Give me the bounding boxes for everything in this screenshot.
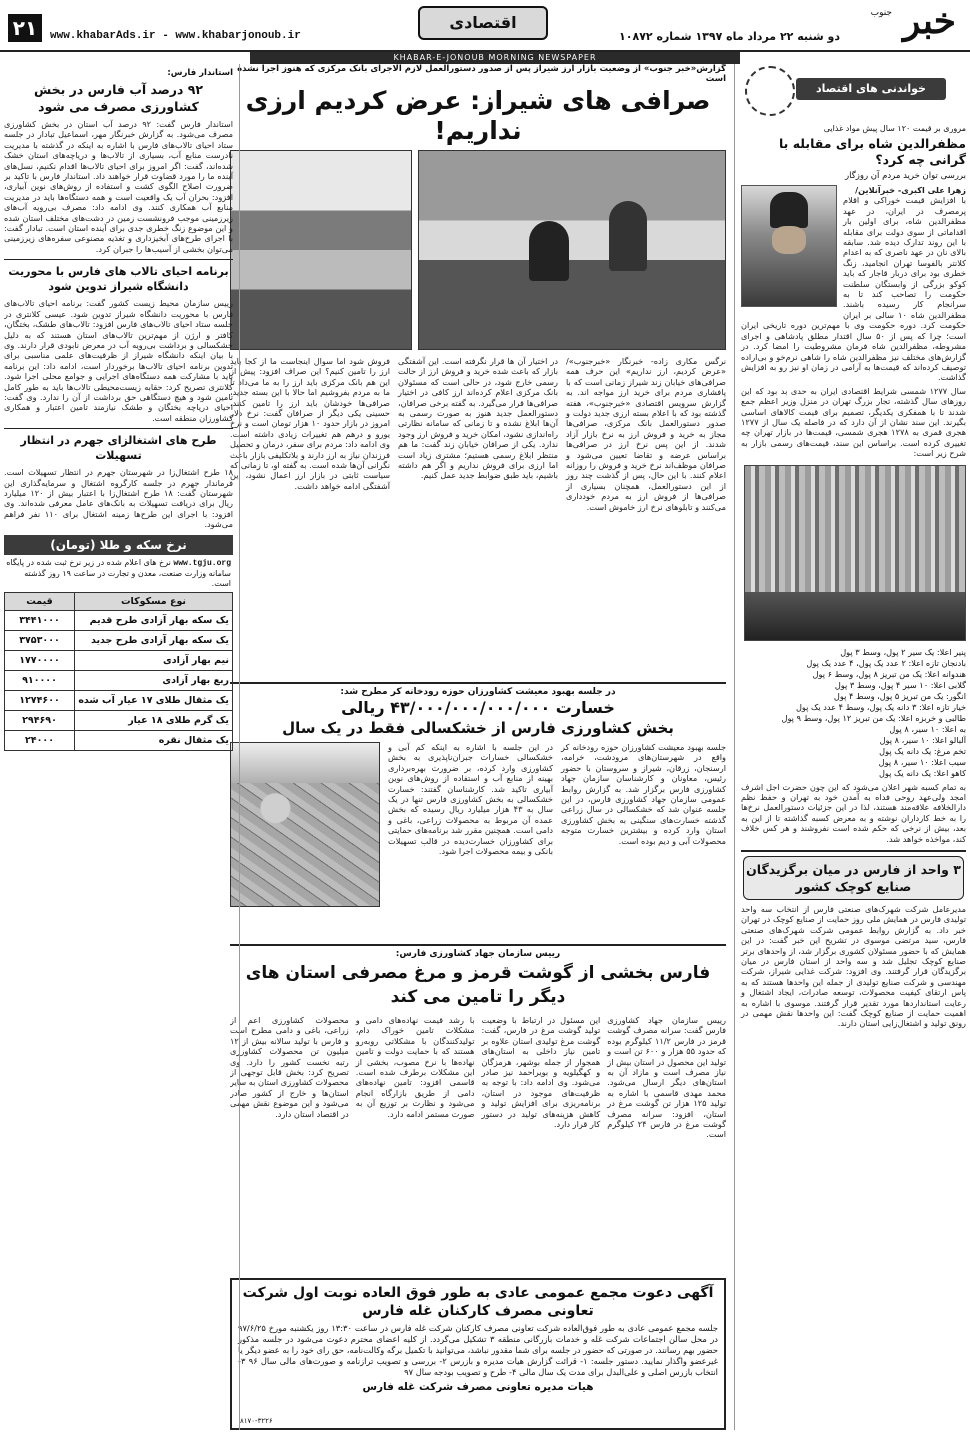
coin-name: یک سکه بهار آزادی طرح قدیم <box>75 610 233 630</box>
coin-note <box>4 555 233 592</box>
water-kicker: استاندار فارس: <box>167 68 233 78</box>
coin-name: ربع بهار آزادی <box>75 670 233 690</box>
sarrafi-kicker: گزارش«خبر جنوب» از وضعیت بازار ارز شیراز پس از صدور دستورالعمل لازم الاجرای بانک مرکزی که هنوز اجرا نشده است <box>237 64 726 84</box>
sarrafi-headline: صرافی های شیراز: عرض کردیم ارزی نداریم! <box>245 86 711 145</box>
coin-price: ۳۴۴۱۰۰۰ <box>5 610 75 630</box>
jahrom-headline: طرح های اشتغالزای جهرم در انتظار تسهیلات <box>20 434 217 463</box>
drought-col-2: در این جلسه با اشاره به اینکه کم آبی و خشکسالی خسارات جبران‌ناپذیری به بخش کشاورزی وارد کرده، بر ضرورت بهره‌برداری بهینه از منابع آب و استفاده از روش‌های نوین آبیاری تاکید شد. کارشناسان گفتند: خسارت خشکسالی به بخش کشاورزی فارس تنها در یک سال به ۴۳ هزار میلیارد ریال رسیده که بخش عمده آن مربوط به محصولات زراعی، باغی و دامی است. همچنین مقرر شد برنامه‌های حمایتی برای کشاورزان خسارت‌دیده در قالب تسهیلات بانکی و بیمه محصولات اجرا شود. <box>388 742 553 857</box>
sarrafi-col-2: در اختیار آن ها قرار نگرفته است. این آشفتگی بازار که باعث شده خرید و فروش ارز از حالت رسمی خارج شود، در حالی است که مسئولان بانک مرکزی اعلام کرده‌اند ارز کافی در اختیار صرافی‌ها قرار می‌گیرد. به گفته برخی صرافان، دستورالعمل جدید هنوز به صورت رسمی به آن‌ها ابلاغ نشده و تا زمانی که سامانه نظارتی راه‌اندازی نشود، امکان خرید و فروش ارز وجود ندارد. یکی از صرافان خیابان زند گفت: ما هم منتظر ابلاغ رسمی هستیم؛ مشتری زیاد است اما ارزی برای فروش نداریم و اگر هم داشته باشیم، باید طبق ضوابط جدید عمل کنیم. <box>398 356 558 481</box>
coin-name: نیم بهار آزادی <box>75 650 233 670</box>
price-item: انگور: یک من تبریز ۵ پول، وسط ۴ پول <box>833 690 966 701</box>
left-column <box>4 64 240 1430</box>
price-item: بادنجان تازه اعلا: ۲ عدد یک پول، ۴ عدد یک پول <box>806 657 966 668</box>
exchange-office-photo <box>418 150 726 350</box>
wetlands-body: رییس سازمان محیط زیست کشور گفت: برنامه احیای تالاب‌های فارس با محوریت دانشگاه شیراز تدوین شود. عیسی کلانتری در جلسه ستاد احیای تالاب‌های فارس افزود: تالاب‌های طشک، بختگان، کافتر و ارژن از مهم‌ترین تالاب‌های استان هستند که به دلیل خشکسالی و برداشت بی‌رویه آب در معرض نابودی قرار دارند. وی با بیان اینکه دانشگاه شیراز از ظرفیت‌های علمی مناسبی برای تدوین برنامه احیای تالاب‌ها برخوردار است، ادامه داد: این برنامه باید با مشارکت همه دستگاه‌های اجرایی و جوامع محلی اجرا شود. کلانتری تصریح کرد: حقابه زیست‌محیطی تالاب‌ها باید به طور کامل تامین شود و هیچ دستگاهی حق برداشت از آن را ندارد. وی گفت: احیای دریاچه بختگان و طشک نیازمند تامین اعتبار و همکاری کشاورزان منطقه است. <box>4 298 233 423</box>
price-item: به اعلا: ۱۰ سیر، ۸ پول <box>889 723 966 734</box>
table-row <box>5 630 233 650</box>
assembly-notice-ad <box>230 1278 726 1430</box>
coin-price: ۱۷۷۰۰۰۰ <box>5 650 75 670</box>
qajar-kicker: مروری بر قیمت ۱۲۰ سال پیش مواد غذایی <box>823 124 966 133</box>
coin-name: یک سکه بهار آزادی طرح جدید <box>75 630 233 650</box>
meat-col-2: این مسئول در ارتباط با وضعیت تولید گوشت مرغ در فارس، گفت: گوشت مرغ تولیدی استان علاوه بر تامین نیاز داخلی به استان‌های همجوار از جمله بوشهر، هرمزگان و کهگیلویه و بویراحمد نیز صادر می‌شود. وی ادامه داد: با توجه به ظرفیت‌های موجود در استان، برنامه‌ریزی برای افزایش تولید و کاهش هزینه‌های تولید در دستور کار قرار دارد. <box>481 1015 601 1130</box>
section-title: اقتصادی <box>418 6 548 40</box>
meat-headline: فارس بخشی از گوشت قرمز و مرغ مصرفی استان های دیگر را تامین می کند <box>245 963 711 1007</box>
price-item: سیب اعلا: ۱۰ سیر، ۸ پول <box>878 756 966 767</box>
divider <box>4 259 233 260</box>
price-item: پنیر اعلا: یک سیر ۲ پول، وسط ۳ پول <box>840 646 966 657</box>
page-number: ۲۱ <box>8 14 42 42</box>
table-row <box>5 730 233 750</box>
qajar-byline: زهرا علی اکبری- خبرآنلاین/ <box>855 185 966 195</box>
price-item: تخم مرغ: یک دانه یک پول <box>879 745 966 756</box>
crafts-title: ۳ واحد از فارس در میان برگزیدگان صنایع کوچک کشور <box>743 856 964 900</box>
readers-header <box>741 64 966 122</box>
drought-headline-1: خسارت ۴۳/۰۰۰/۰۰۰/۰۰۰/۰۰۰ ریالی <box>341 698 615 717</box>
sarrafi-col-3: فروش شود اما سوال اینجاست ما از کجا باید ارز را تامین کنیم؟ این صراف افزود: پیش از این هم بانک مرکزی باید ارز را به ما می‌داد تا ما به مردم بفروشیم اما حالا با این بسته جدید، صرافی‌ها خودشان باید ارز را تامین کنند. حسینی یکی دیگر از صرافان گفت: نرخ دلار امروز در بازار حدود ۱۰ هزار تومان است و نرخ یورو و درهم هم تغییرات زیادی داشته است. وی ادامه داد: مردم برای سفر، درمان و تحصیل فرزندان نیاز به ارز دارند و بلاتکلیفی بازار باعث نگرانی آن‌ها شده است. به گفته او، تا زمانی که سیاست ثابتی در بازار ارز اعمال نشود، این آشفتگی ادامه خواهد داشت. <box>230 356 390 491</box>
qajar-subtitle: بررسی توان خرید مردم آن روزگار <box>845 171 966 181</box>
price-item: هندوانه اعلا: یک من تبریز ۸ پول، وسط ۶ پول <box>812 668 966 679</box>
site-urls[interactable]: www.khabarAds.ir - www.khabarjonoub.ir <box>50 30 301 42</box>
bazaar-photo <box>744 465 966 641</box>
ad-title: آگهی دعوت مجمع عمومی عادی به طور فوق العاده نوبت اول شرکت تعاونی مصرف کارکنان غله فارس <box>242 1285 714 1319</box>
cracked-earth-photo <box>230 742 380 907</box>
ad-code: ۸۱۷۰-۳۲۲۶ <box>240 1417 273 1425</box>
strapline: KHABAR-E-JONOUB MORNING NEWSPAPER <box>250 52 740 64</box>
wetlands-headline: برنامه احیای تالاب های فارس با محوریت دانشگاه شیراز تدوین شود <box>8 265 229 294</box>
table-header-row <box>5 592 233 610</box>
coin-name: یک مثقال نقره <box>75 730 233 750</box>
table-row <box>5 650 233 670</box>
qajar-body-3: به تمام کسبه شهر اعلان می‌شود که این چون حضرت اجل اشرف امجد ولی‌عهد روحی فداه به آمدن خود به تهران و حفظ نظم دارالخلافه علاقه‌مند هستند، لذا در این جزئیات دستورالعمل نرخ‌ها را به خط کارداران نوشته و به معرض کسبه گذاشته تا از این به بعد، بیش از نرخی که حکم شده است نفروشند و هر کس خلاف کند، مواخذه خواهد شد. <box>741 781 966 844</box>
sarrafi-article <box>230 64 726 676</box>
jahrom-body: ۱۸ طرح اشتغال‌زا در شهرستان جهرم در انتظار تسهیلات است. فرماندار جهرم در جلسه کارگروه اشتغال و سرمایه‌گذاری این شهرستان گفت: ۱۸ طرح اشتغال‌زا با اعتبار بیش از ۱۲۰ میلیارد ریال برای دریافت تسهیلات به بانک‌های عامل معرفی شده‌اند. وی افزود: با اجرای این طرح‌ها زمینه اشتغال برای ۱۱۰ نفر فراهم می‌شود. <box>4 467 234 530</box>
water-body: استاندار فارس گفت: ۹۲ درصد آب استان در بخش کشاورزی مصرف می‌شود. به گزارش خبرنگار مهر، اسماعیل تبادار در جلسه ستاد احیای تالاب‌های فارس با اشاره به اینکه در گذشته با مدیریت نادرست منابع آب، بسیاری از تالاب‌ها و دریاچه‌های استان خشک شده‌اند، گفت: اگر امروز برای احیای تالاب‌ها اقدام نکنیم، نسل‌های آینده ما را مورد قضاوت قرار خواهند داد. استاندار فارس با تاکید بر ضرورت اصلاح الگوی کشت و استفاده از روش‌های نوین آبیاری، افزود: بحران آب یک واقعیت است و همه دستگاه‌ها باید در مدیریت منابع آب همکاری کنند. وی ادامه داد: مصرف بی‌رویه آب‌های زیرزمینی موجب فرونشست زمین در دشت‌های مختلف استان شده و این موضوع زنگ خطری جدی برای آینده استان است. تبادار گفت: با اجرای طرح‌های آبخیزداری و تغذیه مصنوعی سفره‌های زیرزمینی می‌توان بخشی از آسیب‌ها را جبران کرد. <box>4 119 233 254</box>
meat-kicker: رییس سازمان جهاد کشاورزی فارس: <box>395 949 561 959</box>
coin-header-name: نوع مسکوکات <box>75 592 233 610</box>
table-row <box>5 670 233 690</box>
logo-sub: جنوب <box>870 8 892 18</box>
meat-col-4: محصولات کشاورزی اعم از زراعی، باغی و دامی مطرح است و فارس با تولید سالانه بیش از ۱۲ میلیون تن محصولات کشاورزی رتبه نخست کشور را دارد. وی تصریح کرد: بخش قابل توجهی از محصولات کشاورزی استان به سایر استان‌ها و خارج از کشور صادر می‌شود و این موضوع نقش مهمی در اقتصاد استان دارد. <box>230 1015 349 1119</box>
coin-price-table <box>4 592 233 751</box>
price-list <box>741 647 966 779</box>
water-headline: ۹۲ درصد آب فارس در بخش کشاورزی مصرف می شود <box>33 82 204 114</box>
readers-badge: خواندنی های اقتصاد <box>796 78 946 100</box>
coin-name: یک گرم طلای ۱۸ عیار <box>75 710 233 730</box>
right-column <box>734 64 966 1430</box>
drought-body <box>230 742 726 907</box>
ad-body: جلسه مجمع عمومی عادی به طور فوق‌العاده شرکت تعاونی مصرف کارکنان شرکت غله فارس در ساعت ۱۳:۳۰ روز یکشنبه مورخ ۹۷/۶/۲۵ در محل سالن اجتماعات شرکت غله و خدمات بازرگانی منطقه ۳ تشکیل می‌گردد. از کلیه اعضای محترم دعوت می‌شود در جلسه مذکور حضور بهم رسانند. در صورتی که حضور در جلسه برای شما مقدور نباشد، می‌توانید با تکمیل برگه وکالت‌نامه، حق رای خود را به عضو دیگر یا غیرعضو واگذار نمایید. دستور جلسه: ۱- قرائت گزارش هیات مدیره و بازرس ۲- بررسی و تصویب ترازنامه و صورت‌های مالی سال ۹۶ ۳- انتخاب بازرس اصلی و علی‌البدل برای مدت یک سال مالی ۴- طرح و تصویب بودجه سال ۹۷ <box>238 1323 719 1377</box>
coin-price: ۲۴۰۰۰ <box>5 730 75 750</box>
divider <box>4 428 233 429</box>
price-item: خیار تازه اعلا: ۳ دانه یک پول، وسط ۴ عدد یک پول <box>795 701 966 712</box>
price-item: کاهو اعلا: یک دانه یک پول <box>878 767 966 778</box>
meat-col-3: با رشد قیمت نهاده‌های دامی و مشکلات تامین خوراک دام، تولیدکنندگان با مشکلاتی روبه‌رو هستند که با حمایت دولت و تامین نهاده‌ها با نرخ مصوب، بخشی از این مشکلات برطرف شده است. قاسمی افزود: تامین نهاده‌های دامی از طریق بازارگاه انجام می‌شود و نظارت بر توزیع آن به صورت مستمر ادامه دارد. <box>355 1015 475 1119</box>
coin-price: ۳۷۵۳۰۰۰ <box>5 630 75 650</box>
coin-price: ۲۹۴۶۹۰ <box>5 710 75 730</box>
meat-columns <box>230 1015 726 1140</box>
coin-price: ۱۲۷۴۶۰۰ <box>5 690 75 710</box>
sarrafi-photos <box>230 150 726 350</box>
price-item: گلابی اعلا: ۱۰ سیر ۴ پول، وسط ۳ پول <box>834 679 966 690</box>
table-row <box>5 610 233 630</box>
coin-table-title: نرخ سکه و طلا (تومان) <box>4 535 233 555</box>
qajar-body-2: سال ۱۲۷۷ شمسی شرایط اقتصادی ایران به حدی بد بود که این روزهای سال گذشته، تجار بزرگ تهران در منزل وزیر اعظم جمع شدند تا با همفکری یکدیگر، تصمیم برای قیمت کالاهای اساسی بگیرند. این سند نشان از آن دارد که در فاصله یک سال از ۱۲۷۷ هجری قمری به ۱۲۷۸ هجری شمسی، قیمت‌ها در بازار تهران چه تغییری کرده است. براساس این سند، قیمت‌های رسمی بازار به شرح زیر است: <box>741 385 966 459</box>
coin-header-price: قیمت <box>5 592 75 610</box>
coin-price: ۹۱۰۰۰۰ <box>5 670 75 690</box>
logo-main: خبر <box>903 0 956 42</box>
coin-note-text: نرخ های اعلام شده در زیر نرخ ثبت شده در پایگاه سامانه وزارت صنعت، معدن و تجارت در ساعت ۱۹ روز گذشته است. <box>6 557 231 588</box>
table-row <box>5 710 233 730</box>
price-item: طالبی و خربزه اعلا: یک من تبریز ۱۲ پول، وسط ۹ پول <box>781 712 966 723</box>
dateline: دو شنبه ۲۲ مرداد ماه ۱۳۹۷ شماره ۱۰۸۷۲ <box>619 30 840 43</box>
drought-kicker: در جلسه بهبود معیشت کشاورزان حوزه رودخانه کر مطرح شد: <box>340 687 616 697</box>
meat-article <box>230 944 726 1274</box>
street-photo <box>230 150 412 350</box>
drought-headline-2: بخش کشاورزی فارس از خشکسالی فقط در یک سال <box>282 719 674 737</box>
qajar-title: مظفرالدین شاه برای مقابله با گرانی چه کرد؟ <box>778 136 966 167</box>
table-row <box>5 690 233 710</box>
coin-source-url[interactable]: www.tgju.org <box>173 558 231 568</box>
sarrafi-col-1: نرگس مکاری زاده- خبرنگار «خبرجنوب»/ «عرض کردیم، ارز نداریم» این حرف همه صرافی‌های خیابان زند شیراز زمانی است که با پافشاری مردم برای خرید ارز مواجه اند. به گزارش سرویس اقتصادی «خبرجنوب»، هفته گذشته بود که با اعلام بسته ارزی جدید دولت و صدور دستورالعمل بانک مرکزی، صرافی‌ها مجاز به خرید و فروش ارز به نرخ بازار آزاد شدند. از این پس نرخ ارز در صرافی‌ها براساس عرضه و تقاضا تعیین می‌شود و صرافان موظف‌اند نرخ خرید و فروش را روزانه اعلام کنند. با این حال، پس از گذشت چند روز از این دستورالعمل، همچنان بسیاری از صرافی‌ها از فروش ارز به مردم خودداری می‌کنند و تابلوهای نرخ ارز خاموش است. <box>566 356 726 512</box>
drought-article <box>230 682 726 938</box>
drought-col-1: جلسه بهبود معیشت کشاورزان حوزه رودخانه کر واقع در شهرستان‌های مرودشت، خرامه، ارسنجان، زرقان، شیراز و سروستان با حضور رئیس، معاونان و کارشناسان سازمان جهاد کشاورزی فارس برگزار شد. به گزارش روابط عمومی سازمان جهاد کشاورزی فارس، در این جلسه عنوان شد که خشکسالی در سال زراعی گذشته خسارت‌های سنگینی به بخش کشاورزی استان وارد کرده و بیشترین خسارت متوجه محصولات آبی و دیم بوده است. <box>561 742 726 846</box>
decorative-circle <box>745 66 795 116</box>
price-item: آلبالو اعلا: ۱۰ سیر، ۸ پول <box>879 734 966 745</box>
shah-portrait-image <box>741 185 837 307</box>
masthead <box>0 0 970 52</box>
sarrafi-columns <box>230 356 726 512</box>
coin-name: یک مثقال طلای ۱۷ عیار آب شده <box>75 690 233 710</box>
newspaper-logo <box>852 2 962 50</box>
crafts-body: مدیرعامل شرکت شهرک‌های صنعتی فارس از انتخاب سه واحد تولیدی فارس در همایش ملی روز حمایت از صنایع کوچک در تهران خبر داد. به گزارش روابط عمومی شرکت شهرک‌های صنعتی فارس، سید مرتضی موسوی در تشریح این خبر گفت: در این همایش که با حضور مسئولان کشوری برگزار شد، از واحدهای برتر صنایع کوچک تجلیل شد و سه واحد از استان فارس در میان برگزیدگان قرار گرفتند. وی افزود: شرکت غذایی شیراز، شرکت مهندسی و شرکت صنایع تولیدی از جمله این واحدها هستند که به پاس ارتقای کیفیت محصولات، توسعه صادرات، ایجاد اشتغال و رعایت استانداردها مورد تقدیر قرار گرفتند. موسوی با اشاره به اهمیت حمایت از صنایع کوچک گفت: این واحدها نقش مهمی در رونق تولید و اشتغال‌زایی استان دارند. <box>741 904 966 1029</box>
qajar-body-1: با افزایش قیمت خوراکی و اقلام پرمصرف در ایران، در عهد مظفرالدین شاه، برای اولین بار اقداماتی از سوی دولت برای مقابله با این روند تدارک دیده شد. سابقه بالای نان در عهد ناصری که به اعدام کلانتر بالفوسا تهران انجامید، زنگ خطری بود برای دربار قاجار که باید کوکو بزرگی از وابستگان سلطنت حکومت را تصاحب کند تا به سرانجام کار رسیده باشند. مظفرالدین شاه ۱۰ سالی بر ایران حکومت کرد. دوره حکومت وی با مهم‌ترین دوره تاریخی ایران است؛ چرا که پس از ۵۰ سال اقتدار مطلق پادشاهی و اجرای مشروطه، مظفرالدین شاه فرمان مشروطیت را امضا کرد. در گزارش‌های مختلف نیز مظفرالدین شاه را شاهی نرم‌خو و بی‌اراده توصیف کرده‌اند که قیمت‌ها به آرامی در زمان او نیز رو به افزایش گذاشت. <box>741 195 966 383</box>
crafts-article <box>741 850 966 1029</box>
ad-signature: هیات مدیره تعاونی مصرف شرکت غله فارس <box>362 1381 594 1393</box>
meat-col-1: رییس سازمان جهاد کشاورزی فارس گفت: سرانه مصرف گوشت قرمز در فارس ۱۱/۲ کیلوگرم بوده که حدود ۵۵ هزار و ۶۰۰ تن است و تولید این محصول در استان بیش از نیاز مصرف است و مازاد آن به استان‌های دیگر ارسال می‌شود. محمد مهدی قاسمی با اشاره به تولید ۱۲۵ هزار تن گوشت مرغ در استان، افزود: سرانه مصرف گوشت مرغ در فارس ۲۴ کیلوگرم است. <box>607 1015 726 1140</box>
